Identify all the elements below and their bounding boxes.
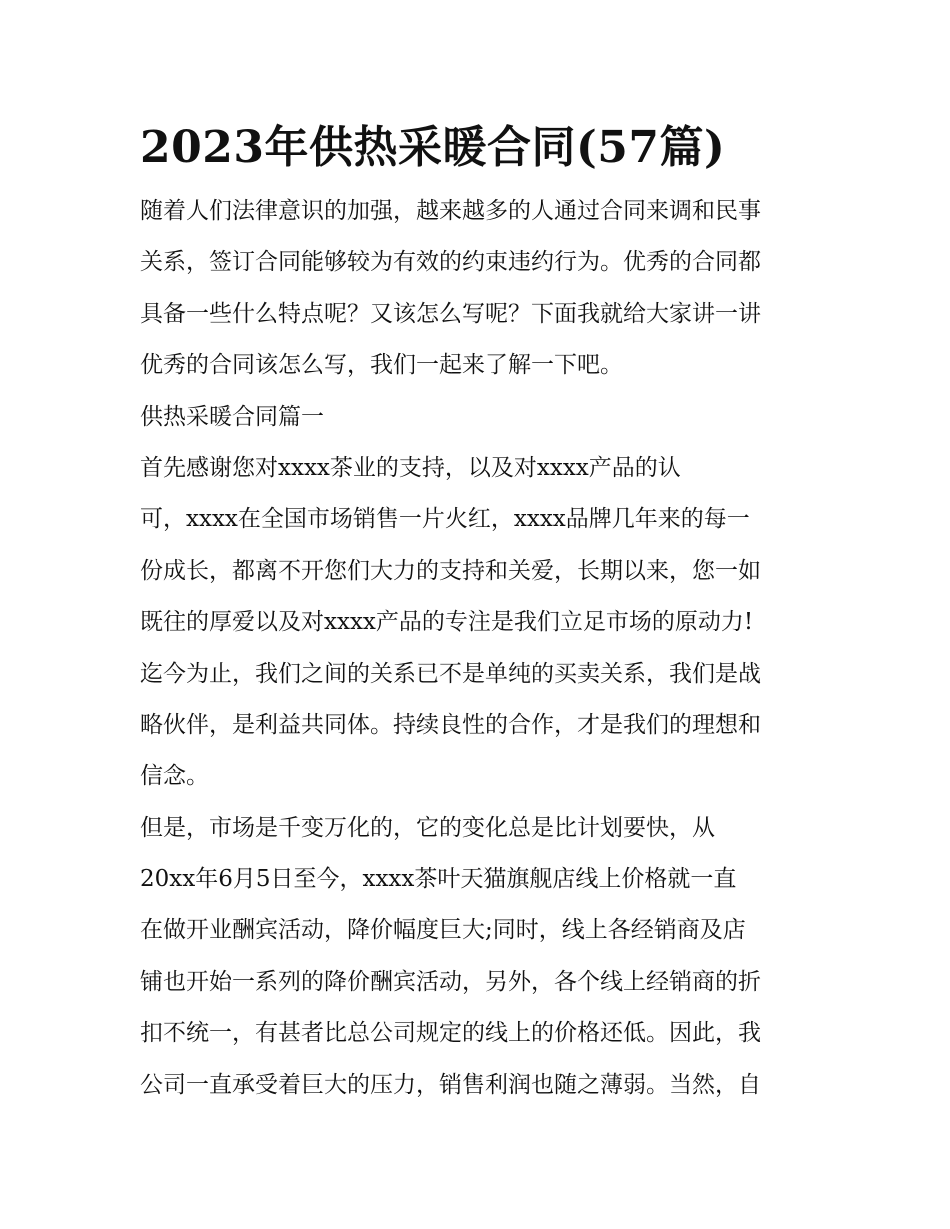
section-heading: 供热采暖合同篇一 bbox=[140, 403, 324, 430]
text-line: 既往的厚爱以及对xxxx产品的专注是我们立足市场的原动力! bbox=[140, 609, 754, 636]
text-line: 信念。 bbox=[140, 763, 209, 790]
text-line: 随着人们法律意识的加强，越来越多的人通过合同来调和民事 bbox=[140, 198, 761, 224]
text-line: 迄今为止，我们之间的关系已不是单纯的买卖关系，我们是战 bbox=[140, 660, 761, 687]
text-line: 份成长，都离不开您们大力的支持和关爱，长期以来，您一如 bbox=[140, 557, 761, 584]
text-line: 公司一直承受着巨大的压力，销售利润也随之薄弱。当然，自 bbox=[140, 1071, 761, 1098]
text-line: 20xx年6月5日至今，xxxx茶叶天猫旗舰店线上价格就一直 bbox=[140, 866, 737, 893]
text-line: 关系，签订合同能够较为有效的约束违约行为。优秀的合同都 bbox=[140, 249, 761, 276]
text-line: 略伙伴，是利益共同体。持续良性的合作，才是我们的理想和 bbox=[140, 711, 761, 738]
text-line: 具备一些什么特点呢？又该怎么写呢？下面我就给大家讲一讲 bbox=[140, 300, 761, 327]
text-line: 但是，市场是千变万化的，它的变化总是比计划要快，从 bbox=[140, 814, 715, 841]
text-line: 在做开业酬宾活动，降价幅度巨大;同时，线上各经销商及店 bbox=[140, 917, 746, 944]
text-line: 扣不统一，有甚者比总公司规定的线上的价格还低。因此，我 bbox=[140, 1020, 761, 1047]
document-title: 2023年供热采暖合同(57篇) bbox=[140, 122, 726, 173]
text-line: 首先感谢您对xxxx茶业的支持，以及对xxxx产品的认 bbox=[140, 454, 681, 481]
text-line: 铺也开始一系列的降价酬宾活动，另外，各个线上经销商的折 bbox=[140, 968, 761, 995]
text-line: 可，xxxx在全国市场销售一片火红，xxxx品牌几年来的每一 bbox=[140, 506, 750, 533]
text-line: 优秀的合同该怎么写，我们一起来了解一下吧。 bbox=[140, 352, 623, 379]
document-content bbox=[140, 118, 812, 1111]
